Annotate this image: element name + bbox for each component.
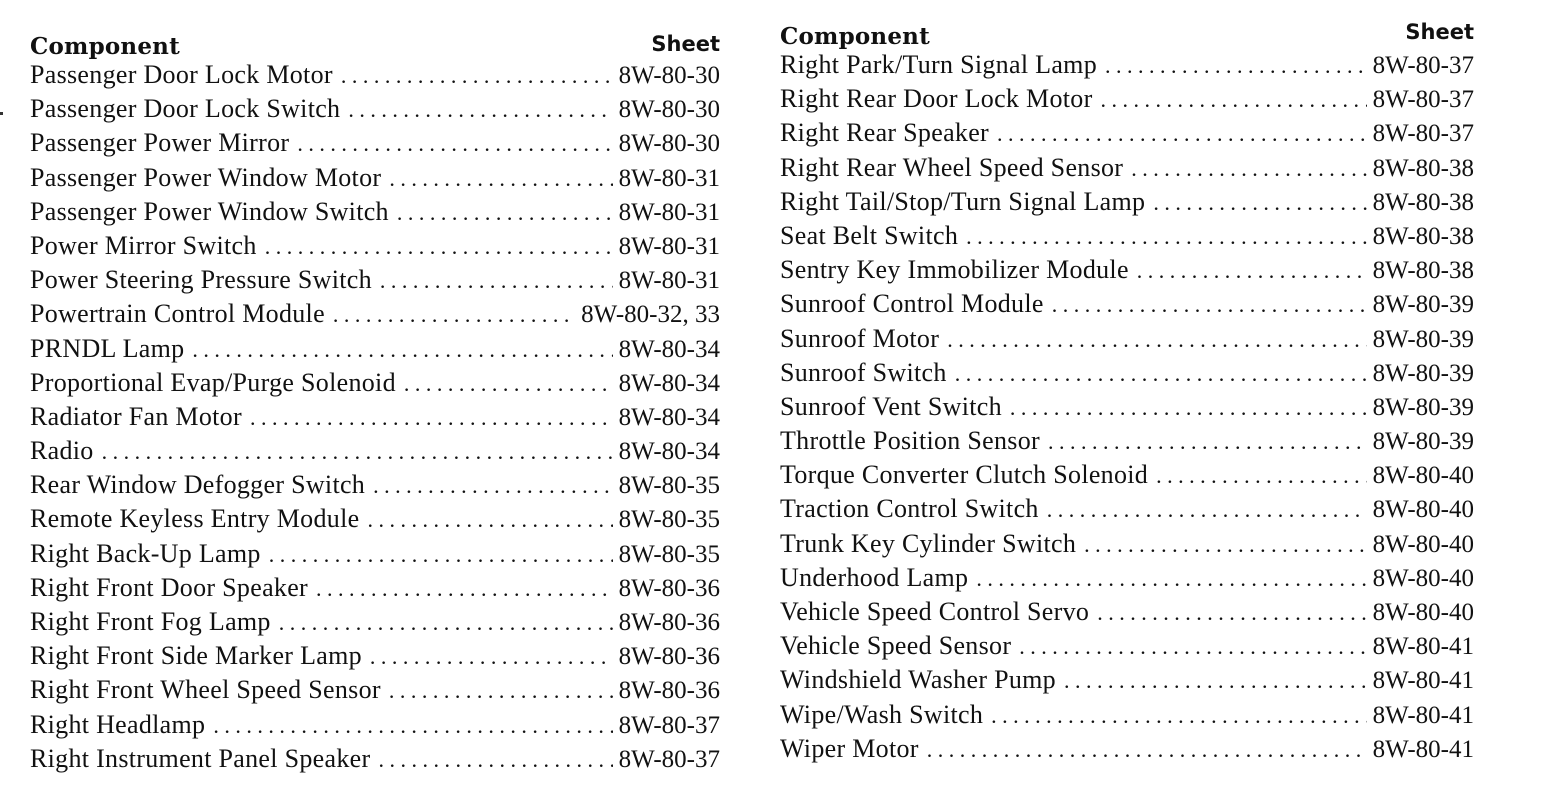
sheet-number: 8W-80-41 xyxy=(1372,633,1474,661)
sheet-number: 8W-80-30 xyxy=(618,96,720,124)
dot-leader xyxy=(389,166,612,192)
component-name: Windshield Washer Pump xyxy=(780,665,1056,695)
sheet-number: 8W-80-34 xyxy=(618,335,720,363)
dot-leader xyxy=(1153,190,1366,216)
component-name: Right Headlamp xyxy=(30,709,206,739)
component-name: Wipe/Wash Switch xyxy=(780,699,984,729)
component-row xyxy=(30,60,720,94)
component-name: Right Tail/Stop/Turn Signal Lamp xyxy=(780,186,1146,216)
dot-leader xyxy=(316,576,613,602)
component-name: Throttle Position Sensor xyxy=(780,426,1040,456)
dot-leader xyxy=(976,566,1366,592)
dot-leader xyxy=(250,405,613,431)
component-name: Proportional Evap/Purge Solenoid xyxy=(30,367,396,397)
component-name: Sunroof Switch xyxy=(780,357,947,387)
component-row xyxy=(30,744,720,778)
sheet-number: 8W-80-37 xyxy=(1372,52,1474,79)
dot-leader xyxy=(1064,668,1367,694)
component-row xyxy=(780,153,1474,187)
component-row xyxy=(30,94,720,128)
component-name: Underhood Lamp xyxy=(780,562,969,592)
dot-leader xyxy=(997,121,1367,147)
component-heading: Component xyxy=(30,33,180,60)
component-row xyxy=(30,299,720,333)
sheet-number: 8W-80-38 xyxy=(1372,188,1474,216)
sheet-number: 8W-80-37 xyxy=(1372,86,1474,114)
component-name: Right Front Fog Lamp xyxy=(30,607,271,636)
sheet-number: 8W-80-30 xyxy=(618,62,720,89)
dot-leader xyxy=(265,234,613,260)
component-row xyxy=(30,504,720,538)
sheet-number: 8W-80-38 xyxy=(1372,257,1474,285)
dot-leader xyxy=(380,268,613,294)
sheet-number: 8W-80-39 xyxy=(1372,393,1474,421)
sheet-number: 8W-80-34 xyxy=(618,403,720,431)
sheet-number: 8W-80-37 xyxy=(618,711,720,739)
dot-leader xyxy=(192,337,612,363)
component-name: Vehicle Speed Sensor xyxy=(780,631,1012,661)
sheet-number: 8W-80-35 xyxy=(618,472,720,500)
dot-leader xyxy=(102,439,613,465)
component-row xyxy=(780,50,1474,84)
component-row xyxy=(30,265,720,299)
dot-leader xyxy=(1084,532,1366,558)
component-row xyxy=(780,665,1474,699)
component-row xyxy=(30,334,720,368)
right-component-list xyxy=(780,50,1474,768)
component-name: Radiator Fan Motor xyxy=(30,401,242,431)
component-row xyxy=(780,529,1474,563)
dot-leader xyxy=(1137,258,1367,284)
component-row xyxy=(30,128,720,162)
sheet-number: 8W-80-36 xyxy=(618,677,720,705)
component-name: Passenger Power Mirror xyxy=(30,128,290,158)
component-row xyxy=(30,539,720,573)
sheet-number: 8W-80-31 xyxy=(618,198,720,226)
sheet-number: 8W-80-40 xyxy=(1372,462,1474,490)
component-row xyxy=(30,607,720,641)
dot-leader xyxy=(1097,600,1366,626)
component-name: Sunroof Vent Switch xyxy=(780,391,1002,421)
dot-leader xyxy=(927,737,1367,763)
component-row xyxy=(780,221,1474,255)
sheet-number: 8W-80-39 xyxy=(1372,359,1474,387)
component-name: Right Front Side Marker Lamp xyxy=(30,641,362,671)
dot-leader xyxy=(955,361,1367,387)
component-name: Passenger Door Lock Switch xyxy=(30,94,341,124)
component-row xyxy=(780,700,1474,734)
component-row xyxy=(780,118,1474,152)
sheet-number: 8W-80-34 xyxy=(618,438,720,466)
component-name: Power Mirror Switch xyxy=(30,230,257,260)
component-name: Torque Converter Clutch Solenoid xyxy=(780,460,1149,490)
left-column-header xyxy=(30,26,720,60)
right-column xyxy=(780,16,1474,768)
component-row xyxy=(780,358,1474,392)
sheet-heading: Sheet xyxy=(651,32,720,56)
dot-leader xyxy=(213,713,612,739)
sheet-number: 8W-80-31 xyxy=(618,267,720,295)
component-name: Sentry Key Immobilizer Module xyxy=(780,255,1129,285)
component-row xyxy=(780,289,1474,323)
sheet-number: 8W-80-31 xyxy=(618,164,720,192)
component-row xyxy=(780,426,1474,460)
dot-leader xyxy=(404,371,613,397)
component-row xyxy=(780,631,1474,665)
left-component-list xyxy=(30,60,720,778)
component-name: Right Instrument Panel Speaker xyxy=(30,743,371,773)
dot-leader xyxy=(378,747,612,773)
sheet-number: 8W-80-41 xyxy=(1372,701,1474,729)
component-row xyxy=(30,470,720,504)
component-name: Passenger Power Window Switch xyxy=(30,196,389,226)
sheet-number: 8W-80-35 xyxy=(618,540,720,568)
component-name: Sunroof Motor xyxy=(780,323,940,353)
component-name: PRNDL Lamp xyxy=(30,333,185,363)
component-row xyxy=(780,324,1474,358)
sheet-number: 8W-80-34 xyxy=(618,369,720,397)
dot-leader xyxy=(341,63,613,89)
component-row xyxy=(30,710,720,744)
sheet-number: 8W-80-40 xyxy=(1372,530,1474,558)
dot-leader xyxy=(991,703,1366,729)
component-row xyxy=(780,597,1474,631)
dot-leader xyxy=(373,473,613,499)
component-name: Seat Belt Switch xyxy=(780,220,959,250)
dot-leader xyxy=(348,97,612,123)
component-name: Powertrain Control Module xyxy=(30,299,325,329)
sheet-number: 8W-80-39 xyxy=(1372,325,1474,353)
component-row xyxy=(780,734,1474,768)
dot-leader xyxy=(1048,429,1367,455)
sheet-number: 8W-80-39 xyxy=(1372,291,1474,319)
component-row xyxy=(30,402,720,436)
sheet-number: 8W-80-36 xyxy=(618,609,720,636)
dot-leader xyxy=(389,678,613,704)
dot-leader xyxy=(966,224,1367,250)
dot-leader xyxy=(1156,463,1367,489)
dot-leader xyxy=(1047,497,1367,523)
sheet-number: 8W-80-35 xyxy=(618,506,720,534)
component-row xyxy=(30,231,720,265)
component-name: Remote Keyless Entry Module xyxy=(30,504,360,534)
sheet-number: 8W-80-31 xyxy=(618,232,720,260)
dot-leader xyxy=(333,302,575,328)
component-name: Wiper Motor xyxy=(780,733,919,763)
component-name: Passenger Door Lock Motor xyxy=(30,60,333,89)
right-column-header xyxy=(780,16,1474,50)
sheet-number: 8W-80-36 xyxy=(618,574,720,602)
component-row xyxy=(780,494,1474,528)
sheet-number: 8W-80-41 xyxy=(1372,735,1474,763)
component-name: Passenger Power Window Motor xyxy=(30,162,382,192)
sheet-number: 8W-80-38 xyxy=(1372,222,1474,250)
dot-leader xyxy=(370,644,613,670)
dot-leader xyxy=(1131,156,1366,182)
dot-leader xyxy=(947,327,1366,353)
scan-mark xyxy=(0,112,3,115)
sheet-number: 8W-80-37 xyxy=(1372,120,1474,148)
dot-leader xyxy=(1010,395,1367,421)
component-row xyxy=(30,163,720,197)
sheet-number: 8W-80-40 xyxy=(1372,496,1474,524)
component-row xyxy=(30,436,720,470)
left-column xyxy=(30,26,720,778)
component-row xyxy=(30,573,720,607)
component-row xyxy=(780,392,1474,426)
component-row xyxy=(780,460,1474,494)
component-name: Radio xyxy=(30,436,94,466)
sheet-heading: Sheet xyxy=(1405,20,1474,44)
component-row xyxy=(30,675,720,709)
sheet-number: 8W-80-36 xyxy=(618,643,720,671)
component-name: Right Park/Turn Signal Lamp xyxy=(780,50,1097,79)
component-heading: Component xyxy=(780,23,930,50)
dot-leader xyxy=(1101,87,1367,113)
component-name: Vehicle Speed Control Servo xyxy=(780,597,1090,626)
component-name: Right Rear Wheel Speed Sensor xyxy=(780,152,1124,182)
sheet-number: 8W-80-32, 33 xyxy=(581,301,720,329)
dot-leader xyxy=(367,507,612,533)
sheet-number: 8W-80-30 xyxy=(618,130,720,158)
sheet-number: 8W-80-37 xyxy=(618,745,720,773)
component-row xyxy=(30,641,720,675)
dot-leader xyxy=(397,200,613,226)
component-name: Sunroof Control Module xyxy=(780,289,1044,319)
sheet-number: 8W-80-41 xyxy=(1372,667,1474,695)
component-row xyxy=(780,255,1474,289)
sheet-number: 8W-80-38 xyxy=(1372,154,1474,182)
component-row xyxy=(30,197,720,231)
dot-leader xyxy=(297,131,612,157)
component-name: Right Rear Door Lock Motor xyxy=(780,84,1093,114)
component-name: Trunk Key Cylinder Switch xyxy=(780,528,1077,558)
component-row xyxy=(780,84,1474,118)
component-name: Right Front Wheel Speed Sensor xyxy=(30,675,381,705)
component-row xyxy=(780,563,1474,597)
sheet-number: 8W-80-40 xyxy=(1372,564,1474,592)
component-name: Right Front Door Speaker xyxy=(30,572,309,602)
dot-leader xyxy=(1019,634,1366,660)
dot-leader xyxy=(279,610,613,636)
component-name: Right Rear Speaker xyxy=(780,118,990,148)
component-row xyxy=(30,368,720,402)
dot-leader xyxy=(1105,53,1367,79)
component-name: Traction Control Switch xyxy=(780,494,1039,524)
component-row xyxy=(780,187,1474,221)
component-name: Power Steering Pressure Switch xyxy=(30,265,372,295)
sheet-number: 8W-80-39 xyxy=(1372,428,1474,456)
dot-leader xyxy=(269,542,613,568)
sheet-number: 8W-80-40 xyxy=(1372,599,1474,626)
component-name: Rear Window Defogger Switch xyxy=(30,470,366,500)
dot-leader xyxy=(1052,292,1367,318)
component-name: Right Back-Up Lamp xyxy=(30,538,261,568)
